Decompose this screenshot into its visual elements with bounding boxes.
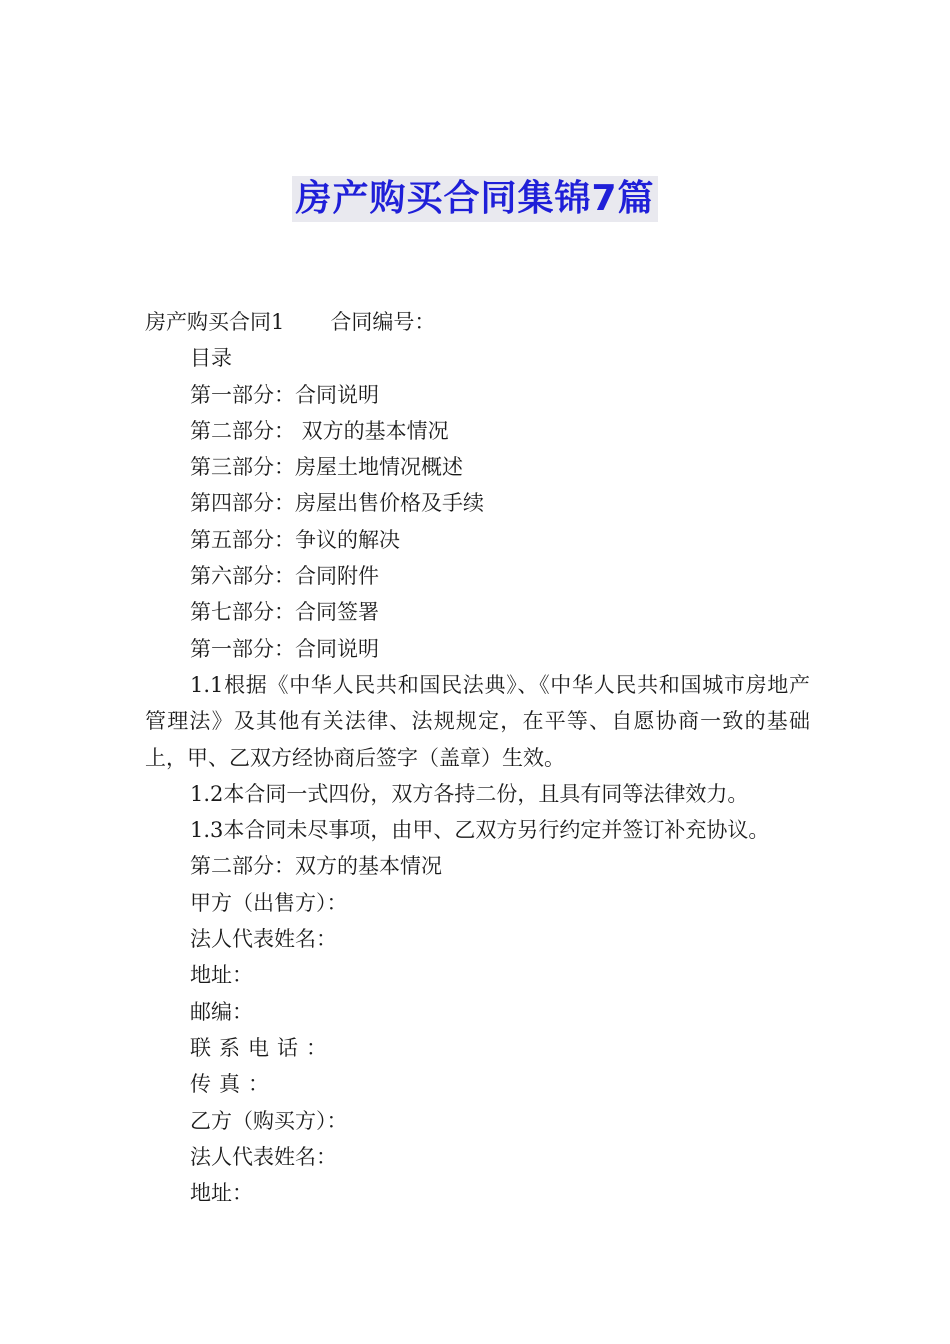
clause-paragraph: 1.1根据《中华人民共和国民法典》、《中华人民共和国城市房地产管理法》及其他有关法律、法规规定，在平等、自愿协商一致的基础上，甲、乙双方经协商后签字（盖章）生效。 <box>145 672 810 770</box>
clause-paragraph: 1.3本合同未尽事项，由甲、乙双方另行约定并签订补充协议。 <box>190 818 770 843</box>
party-field: 乙方（购买方）： <box>190 1108 348 1133</box>
toc-item: 目录 <box>190 346 232 371</box>
document-body <box>145 304 810 1211</box>
toc-item: 第一部分：合同说明 <box>190 382 379 407</box>
clause-paragraph: 1.2本合同一式四份，双方各持二份，且具有同等法律效力。 <box>190 781 749 806</box>
party-field: 甲方（出售方）： <box>190 890 348 915</box>
toc-item: 第四部分：房屋出售价格及手续 <box>190 491 484 516</box>
contract-number-label: 合同编号： <box>330 310 436 334</box>
party-field: 法人代表姓名： <box>190 1144 337 1169</box>
title-wrap <box>0 176 950 222</box>
party-field: 地址： <box>190 963 253 988</box>
party-field: 法人代表姓名： <box>190 927 337 952</box>
party-field: 邮编： <box>190 999 253 1024</box>
contract-heading: 房产购买合同1 <box>145 310 285 334</box>
party-field: 地址： <box>190 1181 253 1206</box>
heading-line <box>145 304 810 340</box>
party-field: 传真： <box>190 1072 277 1097</box>
document-title: 房产购买合同集锦7篇 <box>292 176 657 222</box>
toc-item: 第三部分：房屋土地情况概述 <box>190 455 463 480</box>
section-heading: 第二部分：双方的基本情况 <box>190 854 442 879</box>
toc-item: 第二部分： 双方的基本情况 <box>190 418 449 443</box>
toc-item: 第六部分：合同附件 <box>190 564 379 589</box>
party-field: 联系电话： <box>190 1035 335 1060</box>
section-heading: 第一部分：合同说明 <box>190 636 379 661</box>
toc-item: 第五部分：争议的解决 <box>190 527 400 552</box>
toc-item: 第七部分：合同签署 <box>190 600 379 625</box>
